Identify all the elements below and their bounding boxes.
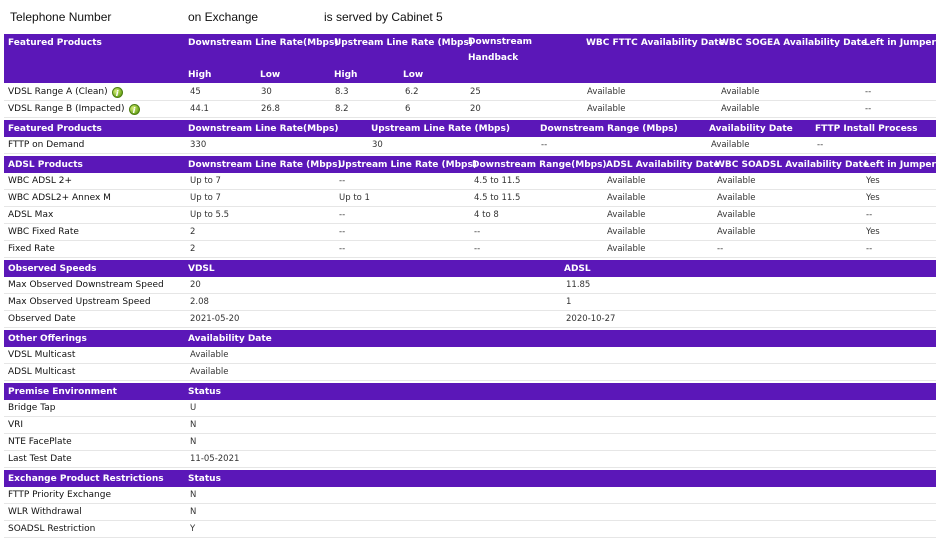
adsl-product-name: WBC ADSL2+ Annex M [8,193,111,203]
observed-col-header: VDSL [188,264,215,274]
other-offerings-row [4,364,936,381]
other-offerings-cell: Available [190,367,229,377]
adsl-cell: Available [717,210,756,220]
adsl-cell: 2 [190,227,196,237]
featured-vdsl-cell: Available [721,104,760,114]
featured-vdsl-cell: 6 [405,104,411,114]
featured-fttp-row [4,137,936,154]
featured-fttp-cell: -- [817,140,824,150]
featured-vdsl-col-header: Featured Products [8,38,102,48]
adsl-cell: Available [607,193,646,203]
adsl-col-header: ADSL Availability Date [606,160,720,170]
featured-fttp-header-row [4,120,936,137]
restrictions-product-name: SOADSL Restriction [8,524,96,534]
observed-cell: 2.08 [190,297,209,307]
adsl-cell: 4 to 8 [474,210,499,220]
featured-vdsl-cell: 30 [261,87,272,97]
premise-product-name: VRI [8,420,24,430]
featured-vdsl-cell: 44.1 [190,104,209,114]
adsl-col-header: Downstream Line Rate (Mbps) [188,160,342,170]
featured-vdsl-row [4,84,936,101]
adsl-cell: -- [866,210,873,220]
premise-cell: 11-05-2021 [190,454,240,464]
restrictions-col-header: Exchange Product Restrictions [8,474,164,484]
other-offerings-product-name: VDSL Multicast [8,350,76,360]
observed-cell: 2020-10-27 [566,314,616,324]
featured-vdsl-cell: Available [587,104,626,114]
adsl-col-header: ADSL Products [8,160,83,170]
adsl-cell: Up to 5.5 [190,210,230,220]
featured-fttp-cell: 330 [190,140,207,150]
featured-vdsl-cell: 8.3 [335,87,349,97]
adsl-cell: 4.5 to 11.5 [474,176,521,186]
observed-cell: 20 [190,280,201,290]
featured-fttp-col-header: Downstream Range (Mbps) [540,124,678,134]
page-header [0,0,946,32]
observed-cell: 2021-05-20 [190,314,240,324]
restrictions-cell: Y [190,524,196,534]
observed-row [4,311,936,328]
other-offerings-cell: Available [190,350,229,360]
premise-col-header: Status [188,387,221,397]
premise-row [4,417,936,434]
featured-vdsl-col-header: WBC SOGEA Availability Date [719,38,868,48]
adsl-col-header: Left in Jumper [864,160,936,170]
info-icon[interactable]: i [112,87,123,98]
featured-vdsl-product-name: VDSL Range A (Clean) [8,87,108,97]
featured-vdsl-col-header: Left in Jumper [864,38,936,48]
observed-product-name: Observed Date [8,314,76,324]
featured-fttp-col-header: Featured Products [8,124,102,134]
premise-row [4,400,936,417]
adsl-cell: -- [339,176,346,186]
restrictions-product-name: FTTP Priority Exchange [8,490,112,500]
other-offerings-col-header: Availability Date [188,334,272,344]
adsl-cell: Yes [866,176,880,186]
adsl-cell: 2 [190,244,196,254]
premise-row [4,434,936,451]
adsl-row [4,224,936,241]
featured-fttp-col-header: FTTP Install Process [815,124,918,134]
featured-vdsl-cell: -- [865,104,872,114]
featured-vdsl-col-header: Downstream Handback [468,37,533,63]
featured-vdsl-cell: 20 [470,104,481,114]
adsl-cell: -- [339,227,346,237]
adsl-product-name: WBC ADSL 2+ [8,176,73,186]
adsl-col-header: Upstream Line Rate (Mbps) [338,160,477,170]
adsl-col-header: WBC SOADSL Availability Date [715,160,869,170]
featured-fttp-product-name: FTTP on Demand [8,140,85,150]
adsl-cell: Up to 7 [190,193,221,203]
featured-vdsl-product-name: VDSL Range B (Impacted) [8,104,125,114]
featured-vdsl-cell: 6.2 [405,87,419,97]
adsl-cell: 4.5 to 11.5 [474,193,521,203]
other-offerings-row [4,347,936,364]
featured-fttp-col-header: Downstream Line Rate(Mbps) [188,124,339,134]
restrictions-row [4,521,936,538]
featured-vdsl-subheader: High [334,70,358,80]
restrictions-row [4,504,936,521]
featured-vdsl-cell: 26.8 [261,104,280,114]
featured-vdsl-cell: Available [721,87,760,97]
exchange-label: on Exchange [188,10,259,24]
observed-row [4,277,936,294]
restrictions-cell: N [190,490,197,500]
observed-header-row [4,260,936,277]
adsl-cell: Yes [866,227,880,237]
other-offerings-product-name: ADSL Multicast [8,367,76,377]
cabinet-label: is served by Cabinet 5 [324,10,443,24]
adsl-row [4,173,936,190]
observed-cell: 11.85 [566,280,591,290]
featured-fttp-col-header: Availability Date [709,124,793,134]
featured-vdsl-row [4,101,936,118]
observed-col-header: ADSL [564,264,591,274]
adsl-cell: Available [607,210,646,220]
restrictions-product-name: WLR Withdrawal [8,507,82,517]
adsl-row [4,190,936,207]
adsl-header-row [4,156,936,173]
featured-fttp-cell: -- [541,140,548,150]
adsl-cell: -- [474,244,481,254]
featured-vdsl-subheader-row [4,68,936,83]
observed-row [4,294,936,311]
other-offerings-header-row [4,330,936,347]
adsl-product-name: WBC Fixed Rate [8,227,79,237]
featured-vdsl-col-header: Upstream Line Rate (Mbps) [334,38,473,48]
telephone-label: Telephone Number [10,10,112,24]
premise-row [4,451,936,468]
premise-cell: N [190,420,197,430]
adsl-cell: Yes [866,193,880,203]
featured-vdsl-subheader: High [188,70,212,80]
premise-header-row [4,383,936,400]
restrictions-row [4,487,936,504]
featured-vdsl-cell: Available [587,87,626,97]
featured-vdsl-col-header: Downstream Line Rate(Mbps) [188,38,339,48]
observed-cell: 1 [566,297,572,307]
premise-col-header: Premise Environment [8,387,117,397]
adsl-cell: -- [717,244,724,254]
featured-vdsl-subheader: Low [403,70,424,80]
adsl-cell: Available [607,244,646,254]
adsl-cell: -- [339,244,346,254]
featured-vdsl-subheader: Low [260,70,281,80]
featured-fttp-cell: 30 [372,140,383,150]
adsl-cell: Available [717,176,756,186]
observed-product-name: Max Observed Upstream Speed [8,297,151,307]
featured-vdsl-cell: 8.2 [335,104,349,114]
premise-cell: U [190,403,197,413]
adsl-cell: Up to 7 [190,176,221,186]
restrictions-col-header: Status [188,474,221,484]
adsl-cell: Available [607,176,646,186]
featured-fttp-col-header: Upstream Line Rate (Mbps) [371,124,510,134]
adsl-product-name: Fixed Rate [8,244,55,254]
featured-vdsl-col-header: WBC FTTC Availability Date [586,38,725,48]
premise-product-name: Bridge Tap [8,403,56,413]
info-icon[interactable]: i [129,104,140,115]
featured-vdsl-cell: 25 [470,87,481,97]
observed-col-header: Observed Speeds [8,264,97,274]
adsl-cell: -- [474,227,481,237]
adsl-row [4,207,936,224]
adsl-cell: -- [339,210,346,220]
adsl-row [4,241,936,258]
featured-fttp-cell: Available [711,140,750,150]
premise-product-name: NTE FacePlate [8,437,72,447]
featured-vdsl-header-row [4,34,936,68]
restrictions-cell: N [190,507,197,517]
premise-product-name: Last Test Date [8,454,72,464]
other-offerings-col-header: Other Offerings [8,334,87,344]
adsl-product-name: ADSL Max [8,210,54,220]
adsl-cell: Available [717,193,756,203]
adsl-col-header: Downstream Range(Mbps) [472,160,607,170]
restrictions-header-row [4,470,936,487]
featured-vdsl-cell: -- [865,87,872,97]
observed-product-name: Max Observed Downstream Speed [8,280,164,290]
adsl-cell: Available [717,227,756,237]
adsl-cell: Up to 1 [339,193,370,203]
premise-cell: N [190,437,197,447]
featured-vdsl-cell: 45 [190,87,201,97]
adsl-cell: -- [866,244,873,254]
adsl-cell: Available [607,227,646,237]
